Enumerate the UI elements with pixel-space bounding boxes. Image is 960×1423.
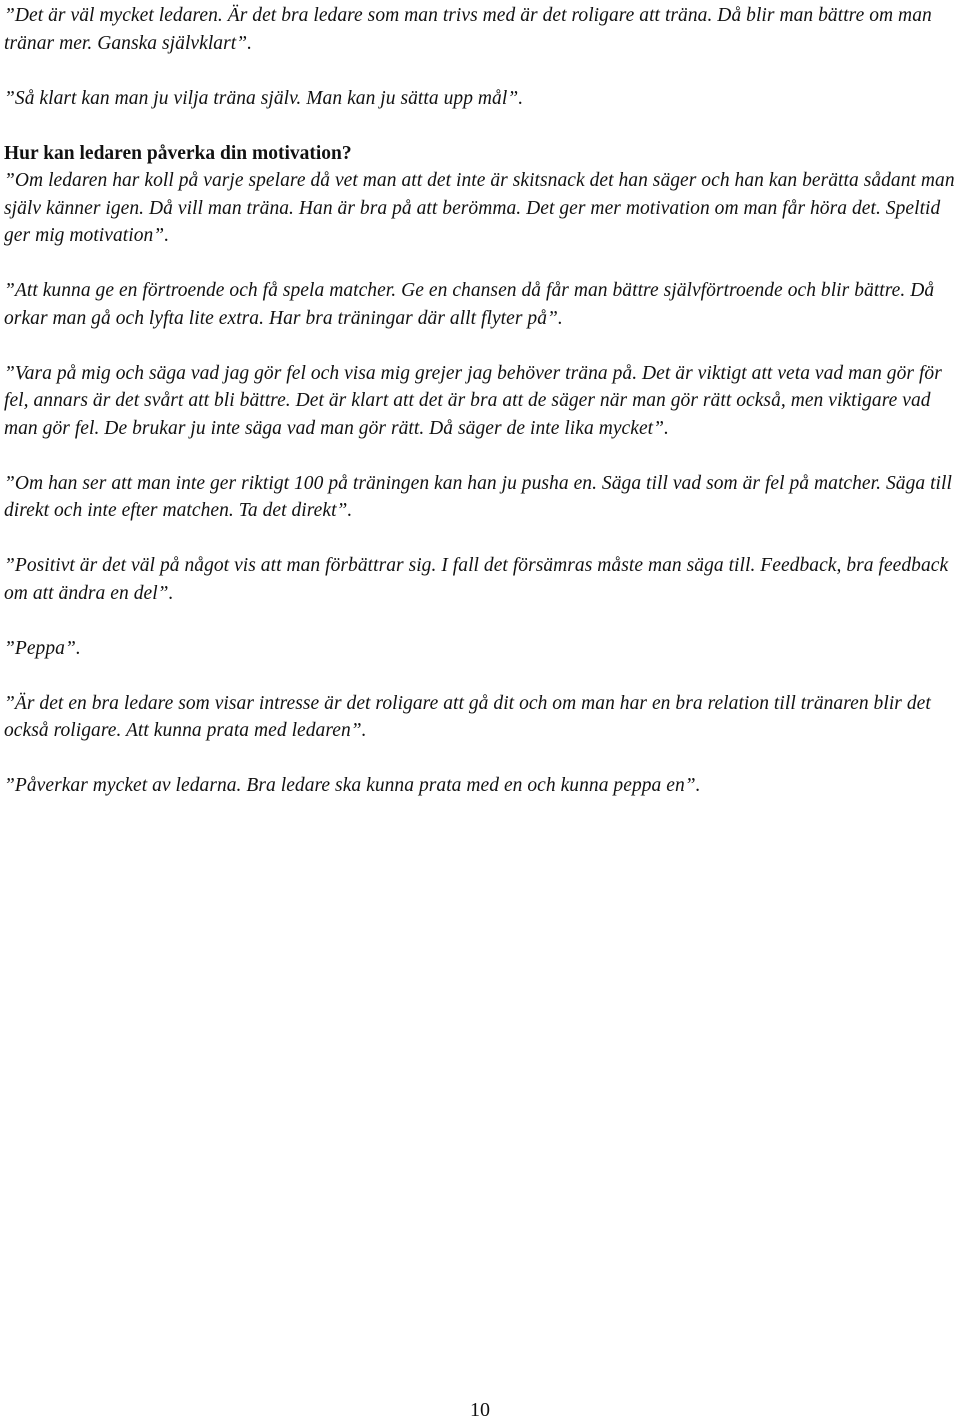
- quote-paragraph-7: ”Positivt är det väl på något vis att man förbättrar sig. I fall det försämras måste man säga till. Feedback, bra feedback om att ändra en del”.: [4, 555, 949, 604]
- quote-paragraph-1: ”Det är väl mycket ledaren. Är det bra ledare som man trivs med är det roligare att träna. Då blir man bättre om man tränar mer. Ganska självklart”.: [4, 5, 932, 54]
- question-heading: Hur kan ledaren påverka din motivation?: [4, 142, 352, 164]
- page-number: 10: [470, 1399, 490, 1421]
- quote-paragraph-4: ”Att kunna ge en förtroende och få spela matcher. Ge en chansen då får man bättre självförtroende och blir bättre. Då orkar man gå och lyfta lite extra. Har bra träningar där allt flyter på”.: [4, 280, 935, 329]
- quote-paragraph-8: ”Peppa”.: [4, 637, 81, 659]
- quote-paragraph-3: ”Om ledaren har koll på varje spelare då vet man att det inte är skitsnack det han säger och han kan berätta sådant man själv känner igen. Då vill man träna. Han är bra på att berömma. Det ger mer motivation om man får höra det. Speltid ger mig motivation”.: [4, 170, 955, 246]
- quote-paragraph-10: ”Påverkar mycket av ledarna. Bra ledare ska kunna prata med en och kunna peppa en”.: [4, 775, 701, 796]
- quote-paragraph-2: ”Så klart kan man ju vilja träna själv. Man kan ju sätta upp mål”.: [4, 87, 524, 109]
- quote-paragraph-6: ”Om han ser att man inte ger riktigt 100 på träningen kan han ju pusha en. Säga till vad som är fel på matcher. Säga till direkt och inte efter matchen. Ta det direkt”.: [4, 472, 952, 521]
- quote-paragraph-9: ”Är det en bra ledare som visar intresse är det roligare att gå dit och om man har en bra relation till tränaren blir det också roligare. Att kunna prata med ledaren”.: [4, 692, 931, 741]
- document-page: [4, 2, 958, 800]
- quote-paragraph-5: ”Vara på mig och säga vad jag gör fel och visa mig grejer jag behöver träna på. Det är viktigt att veta vad man gör för fel, annars är det svårt att bli bättre. Det är klart att det är bra att de säger när man gör rätt också, men viktigare vad man gör fel. De brukar ju inte säga vad man gör rätt. Då säger de inte lika mycket”.: [4, 362, 942, 439]
